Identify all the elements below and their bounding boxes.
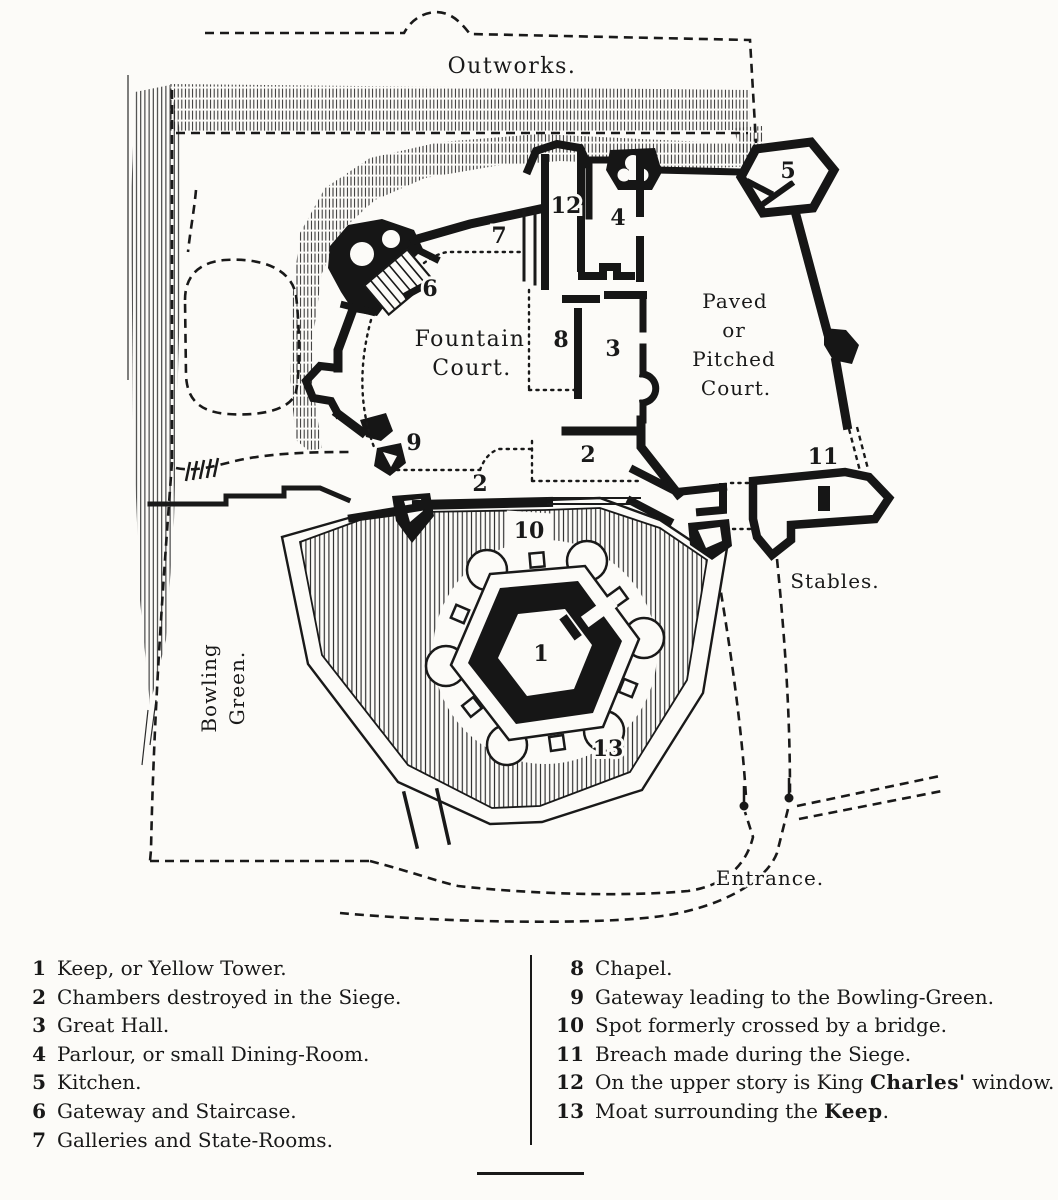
entrance-road-upper bbox=[370, 812, 753, 894]
label-fountain-court-1: Fountain bbox=[414, 327, 526, 352]
parlour-south-wall bbox=[582, 267, 631, 276]
bowling-green-north-wall bbox=[150, 488, 348, 504]
gatehouse-tower-hole-1 bbox=[350, 242, 374, 266]
legend-column-divider bbox=[530, 955, 532, 1145]
curtain-walls bbox=[306, 142, 889, 555]
moat-fence-right bbox=[777, 559, 790, 794]
marker-12-king-charles-window: 12 bbox=[550, 193, 582, 219]
west-wall-upper bbox=[338, 312, 352, 368]
label-stables: Stables. bbox=[790, 569, 880, 593]
legend-item-4: 4 Parlour, or small Dining-Room. bbox=[32, 1041, 370, 1066]
breach-lines bbox=[849, 427, 868, 471]
marker-4-parlour: 4 bbox=[610, 205, 626, 231]
marker-10-bridge-spot: 10 bbox=[513, 518, 545, 544]
marker-5-kitchen: 5 bbox=[780, 158, 796, 184]
trefoil-hole-left bbox=[618, 169, 631, 182]
legend-left-column bbox=[16, 954, 486, 1154]
entrance-road-ne-upper bbox=[797, 776, 940, 806]
gatehouse-tower-hole-2 bbox=[382, 230, 400, 248]
hall3-north-wall bbox=[566, 295, 643, 299]
north-wall-west bbox=[414, 209, 540, 240]
stables-interior-wall bbox=[818, 486, 830, 511]
marker-7-galleries: 7 bbox=[491, 223, 507, 249]
marker-11-breach: 11 bbox=[807, 444, 839, 470]
legend-item-12: 12 On the upper story is King Charles' window. bbox=[556, 1070, 1055, 1095]
bottom-rule bbox=[477, 1172, 584, 1175]
label-paved-court-3: Pitched bbox=[692, 347, 776, 371]
svg-text:Green.: Green. bbox=[225, 650, 249, 726]
garden-dashed-outline bbox=[185, 260, 299, 415]
hall3-east-wall bbox=[643, 299, 656, 420]
label-entrance: Entrance. bbox=[715, 866, 825, 890]
west-wall-lower bbox=[338, 414, 362, 432]
label-paved-court-4: Court. bbox=[700, 376, 772, 400]
svg-text:Bowling: Bowling bbox=[197, 643, 221, 733]
legend-item-5: 5 Kitchen. bbox=[32, 1070, 142, 1095]
moat-fence-left bbox=[716, 563, 746, 797]
label-fountain-court-2: Court. bbox=[432, 356, 512, 381]
outworks-bank bbox=[170, 84, 750, 132]
bowling-gate-hashes bbox=[186, 458, 218, 481]
marker-6-gateway: 6 bbox=[422, 276, 438, 302]
legend-item-8: 8 Chapel. bbox=[570, 956, 673, 980]
marker-8-chapel: 8 bbox=[553, 327, 569, 353]
entrance-gateposts bbox=[740, 778, 793, 810]
legend-item-3: 3 Great Hall. bbox=[32, 1013, 170, 1038]
legend-item-11: 11 Breach made during the Siege. bbox=[556, 1041, 912, 1066]
legend-item-6: 6 Gateway and Staircase. bbox=[32, 1098, 297, 1123]
paved-court-east-wall bbox=[795, 211, 847, 425]
label-outworks: Outworks. bbox=[447, 54, 577, 79]
label-paved-court-1: Paved bbox=[702, 289, 768, 313]
legend-item-2: 2 Chambers destroyed in the Siege. bbox=[32, 984, 402, 1009]
entrance-road-lower bbox=[340, 805, 789, 922]
marker-2-chambers-left: 2 bbox=[472, 471, 488, 497]
legend-item-7: 7 Galleries and State-Rooms. bbox=[32, 1127, 333, 1152]
legend-item-1: 1 Keep, or Yellow Tower. bbox=[32, 956, 287, 980]
marker-13-moat: 13 bbox=[592, 736, 624, 762]
stables-outline bbox=[753, 472, 889, 555]
marker-3-great-hall: 3 bbox=[605, 336, 621, 362]
marker-1-keep: 1 bbox=[533, 641, 549, 667]
moat-north-wall bbox=[417, 502, 548, 505]
garden-approach-dashed bbox=[188, 190, 196, 252]
legend-item-10: 10 Spot formerly crossed by a bridge. bbox=[556, 1013, 947, 1038]
marker-9-bowling-gate: 9 bbox=[406, 430, 422, 456]
chambers-dotted-b bbox=[480, 449, 532, 470]
marker-2-chambers-right: 2 bbox=[580, 442, 596, 468]
label-paved-court-2: or bbox=[722, 318, 746, 342]
legend-right-column bbox=[552, 954, 1055, 1126]
entrance-road-ne-lower bbox=[799, 791, 942, 819]
label-bowling-green bbox=[197, 643, 249, 732]
legend-item-9: 9 Gateway leading to the Bowling-Green. bbox=[570, 984, 994, 1009]
legend-item-13: 13 Moat surrounding the Keep. bbox=[556, 1098, 890, 1123]
